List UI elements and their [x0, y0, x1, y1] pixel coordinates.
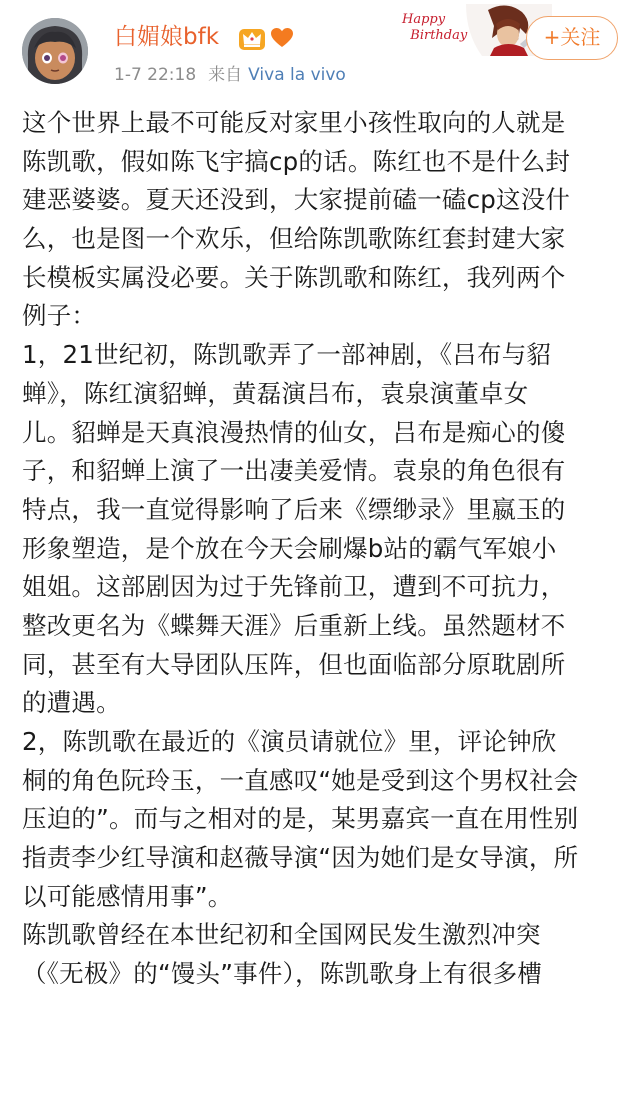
crown-icon[interactable] — [238, 25, 266, 51]
post-text-line: 整改更名为《蝶舞天涯》后重新上线。虽然题材不 — [22, 610, 566, 640]
post-text-line: 同，甚至有大导团队压阵，但也面临部分原耽剧所 — [22, 649, 566, 679]
post-text-line: 特点，我一直觉得影响了后来《缥缈录》里嬴玉的 — [22, 494, 566, 524]
post-text-line: （《无极》的“馒头”事件），陈凯歌身上有很多槽 — [22, 959, 542, 989]
anime-avatar-icon — [22, 18, 88, 84]
post-text-line: 么，也是图一个欢乐，但给陈凯歌陈红套封建大家 — [22, 224, 566, 254]
heart-icon[interactable] — [270, 26, 294, 50]
source-label: 来自 — [208, 65, 243, 85]
post-text-line: 陈凯歌，假如陈飞宇搞cp的话。陈红也不是什么封 — [22, 146, 571, 176]
post-text-line: 陈凯歌曾经在本世纪初和全国网民发生激烈冲突 — [22, 920, 541, 950]
post-text-line: 指责李少红导演和赵薇导演“因为她们是女导演，所 — [22, 843, 579, 873]
post-time: 1-7 22:18 — [114, 65, 197, 85]
source-app-link[interactable]: Viva la vivo — [248, 65, 346, 85]
post-meta — [114, 64, 346, 86]
post-text-line: 例子： — [22, 301, 97, 331]
post-text-line: 儿。貂蝉是天真浪漫热情的仙女，吕布是痴心的傻 — [22, 417, 566, 447]
user-avatar[interactable] — [22, 18, 88, 84]
post-text-line: 1，21世纪初，陈凯歌弄了一部神剧，《吕布与貂 — [22, 340, 552, 370]
post-header — [0, 0, 640, 100]
post-text-line: 压迫的”。而与之相对的是，某男嘉宾一直在用性别 — [22, 804, 579, 834]
bottom-fade — [0, 1073, 640, 1101]
post-text-line: 子，和貂蝉上演了一出凄美爱情。袁泉的角色很有 — [22, 456, 566, 486]
birthday-text: Happy Birthday — [402, 12, 468, 43]
follow-button[interactable]: +关注 — [526, 16, 618, 60]
post-text-line: 长模板实属没必要。关于陈凯歌和陈红，我列两个 — [22, 262, 566, 292]
post-text-line: 姐姐。这部剧因为过于先锋前卫，遭到不可抗力， — [22, 572, 566, 602]
post-text-line: 蝉》，陈红演貂蝉，黄磊演吕布，袁泉演董卓女 — [22, 378, 529, 408]
post-text-line: 这个世界上最不可能反对家里小孩性取向的人就是 — [22, 108, 566, 137]
post-text-line: 2，陈凯歌在最近的《演员请就位》里，评论钟欣 — [22, 727, 557, 756]
post-text-line: 建恶婆婆。夏天还没到，大家提前磕一磕cp这没什 — [22, 185, 571, 215]
post-text-line: 形象塑造，是个放在今天会刷爆b站的霸气军娘小 — [22, 533, 557, 563]
username[interactable]: 白媚娘bfk — [114, 24, 220, 50]
post-text-line: 桐的角色阮玲玉，一直感叹“她是受到这个男权社会 — [22, 765, 579, 795]
post-body — [22, 104, 622, 994]
post-text-line: 的遭遇。 — [22, 688, 121, 718]
post-text-line: 以可能感情用事”。 — [22, 881, 233, 911]
